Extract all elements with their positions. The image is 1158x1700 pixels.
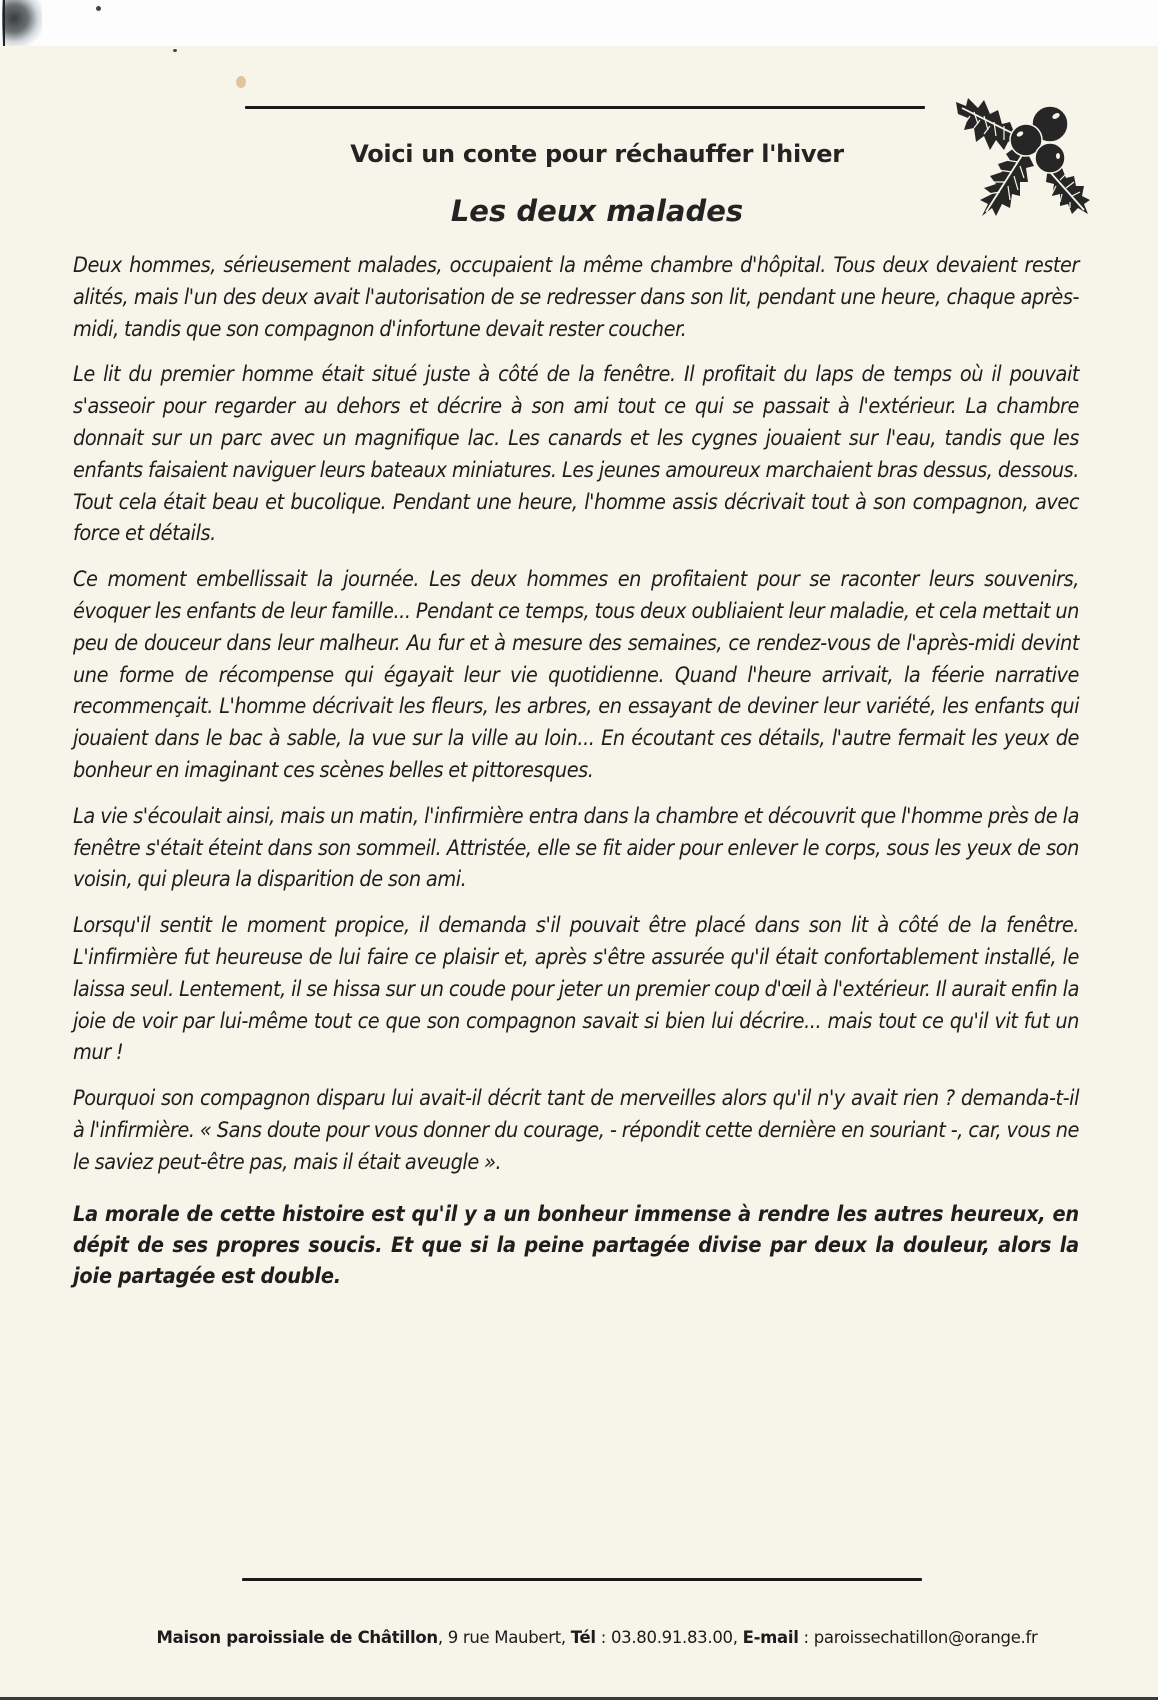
top-divider xyxy=(245,106,925,109)
contact-footer xyxy=(0,1628,1158,1647)
footer-email: paroissechatillon@orange.fr xyxy=(813,1628,1038,1647)
footer-email-separator: : xyxy=(798,1628,814,1647)
story-paragraph: Lorsqu'il sentit le moment propice, il demanda s'il pouvait être placé dans son lit à côté de la fenêtre. L'infirmière fut heureuse de lui faire ce plaisir et, après s'être assurée qu'il était confortablement installé, le laissa seul. Lentement, il se hissa sur un coude pour jeter un premier coup d'œil à l'extérieur. Il aurait enfin la joie de voir par lui-même tout ce que son compagnon savait si bien lui décrire... mais tout ce qu'il vit fut un mur ! xyxy=(73,913,1079,1066)
footer-phone: 03.80.91.83.00 xyxy=(610,1628,733,1647)
footer-separator: , xyxy=(732,1628,743,1647)
scan-top-margin xyxy=(0,0,1158,46)
scan-corner-edge xyxy=(3,0,5,46)
bottom-divider xyxy=(242,1578,922,1581)
footer-organization: Maison paroissiale de Châtillon xyxy=(156,1628,438,1647)
story-title: Les deux malades xyxy=(450,194,744,228)
story-body xyxy=(73,250,1079,1306)
footer-email-label: E-mail xyxy=(742,1628,799,1647)
scan-corner-smudge xyxy=(2,0,42,46)
story-paragraph: La vie s'écoulait ainsi, mais un matin, l'infirmière entra dans la chambre et découvrit que l'homme près de la fenêtre s'était éteint dans son sommeil. Attristée, elle se fit aider pour enlever le corps, sous les yeux de son voisin, qui pleura la disparition de son ami. xyxy=(73,803,1079,893)
story-paragraph: Deux hommes, sérieusement malades, occupaient la même chambre d'hôpital. Tous deux devaient rester alités, mais l'un des deux avait l'autorisation de se redresser dans son lit, pendant une heure, chaque après-midi, tandis que son compagnon d'infortune devait rester coucher. xyxy=(73,253,1079,342)
story-paragraph: Pourquoi son compagnon disparu lui avait-il décrit tant de merveilles alors qu'il n'y avait rien ? demanda-t-il à l'infirmière. « Sans doute pour vous donner du courage, - répondit cette dernière en souriant -, car, vous ne le saviez peut-être pas, mais il était aveugle ». xyxy=(73,1086,1079,1175)
scan-speck xyxy=(96,6,101,11)
scan-speck xyxy=(173,49,177,52)
footer-phone-label: Tél xyxy=(570,1628,596,1647)
page-kicker: Voici un conte pour réchauffer l'hiver xyxy=(350,140,844,168)
story-moral: La morale de cette histoire est qu'il y a un bonheur immense à rendre les autres heureux, en dépit de ses propres soucis. Et que si la peine partagée divise par deux la douleur, alors la joie partagée est double. xyxy=(73,1201,1079,1289)
footer-phone-separator: : xyxy=(595,1628,611,1647)
footer-address: , 9 rue Maubert, xyxy=(437,1628,571,1647)
story-paragraph: Ce moment embellissait la journée. Les deux hommes en profitaient pour se raconter leurs souvenirs, évoquer les enfants de leur famille... Pendant ce temps, tous deux oubliaient leur maladie, et cela mettait un peu de douceur dans leur malheur. Au fur et à mesure des semaines, ce rendez-vous de l'après-midi devint une forme de récompense qui égayait leur vie quotidienne. Quand l'heure arrivait, la féerie narrative recommençait. L'homme décrivait les fleurs, les arbres, en essayant de deviner leur variété, les enfants qui jouaient dans le bac à sable, la vue sur la ville au loin... En écoutant ces détails, l'autre fermait les yeux de bonheur en imaginant ces scènes belles et pittoresques. xyxy=(73,567,1079,783)
story-paragraph: Le lit du premier homme était situé juste à côté de la fenêtre. Il profitait du laps de temps où il pouvait s'asseoir pour regarder au dehors et décrire à son ami tout ce qui se passait à l'extérieur. La chambre donnait sur un parc avec un magnifique lac. Les canards et les cygnes jouaient sur l'eau, tandis que les enfants faisaient naviguer leurs bateaux miniatures. Les jeunes amoureux marchaient bras dessus, dessous. Tout cela était beau et bucolique. Pendant une heure, l'homme assis décrivait tout à son compagnon, avec force et détails. xyxy=(73,362,1079,547)
scan-stain xyxy=(236,76,246,88)
